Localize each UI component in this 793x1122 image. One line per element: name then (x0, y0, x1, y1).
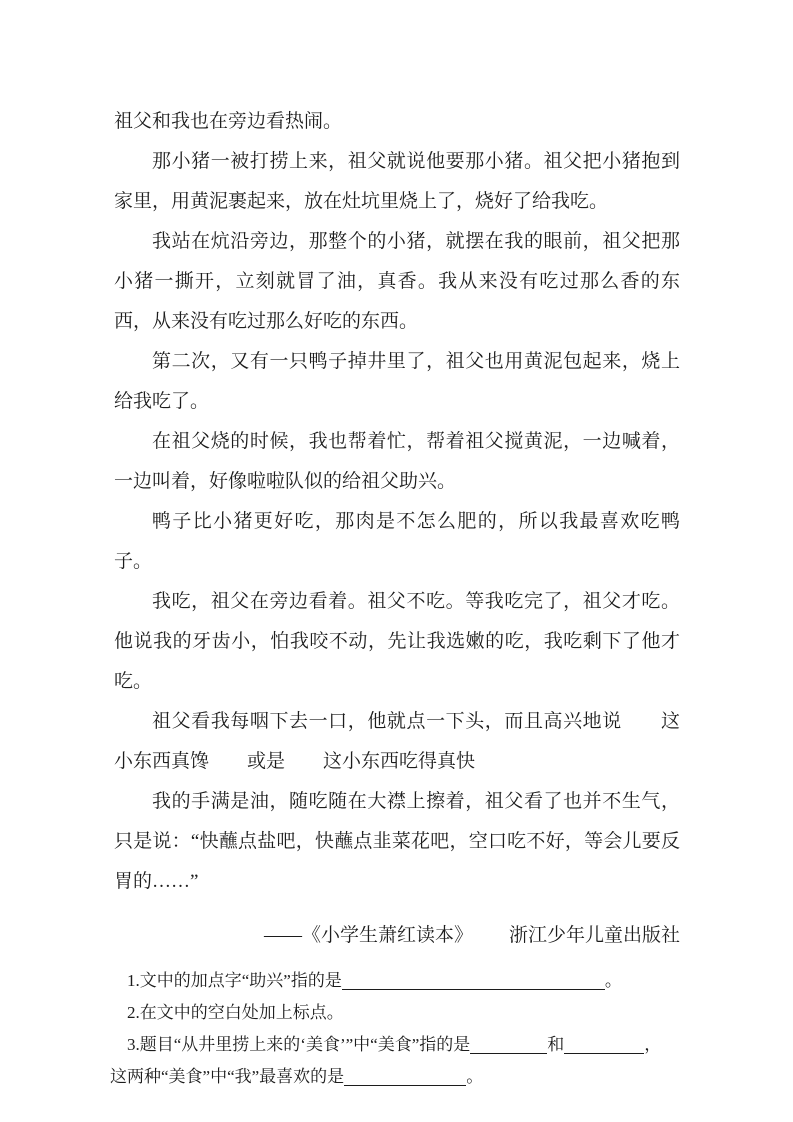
question-1-period: 。 (604, 971, 622, 990)
passage-paragraph-9: 我的手满是油，随吃随在大襟上擦着，祖父看了也并不生气，只是说：“快蘸点盐吧，快蘸点韭菜花吧，空口吃不好，等会儿要反胃的……” (114, 791, 680, 892)
question-2-text: 2.在文中的空白处加上标点。 (127, 1003, 344, 1022)
attribution-dash: —— (263, 925, 302, 946)
passage-paragraph-8: 祖父看我每咽下去一口，他就点一下头，而且高兴地说 这小东西真馋 或是 这小东西吃得真快 (114, 711, 680, 772)
attribution-book-title: 《小学生萧红读本》 (301, 925, 473, 946)
question-2 (110, 997, 688, 1029)
answer-blank-q1 (342, 969, 605, 990)
question-3-period: 。 (466, 1067, 484, 1086)
passage-paragraph-1: 祖父和我也在旁边看热闹。 (114, 111, 343, 132)
question-1 (110, 965, 688, 997)
question-1-text: 1.文中的加点字“助兴”指的是 (127, 971, 342, 990)
passage-paragraph-6: 鸭子比小猪更好吃，那肉是不怎么肥的，所以我最喜欢吃鸭子。 (114, 511, 680, 572)
question-3-line-1 (110, 1029, 688, 1061)
question-3-line-2 (110, 1061, 688, 1093)
passage-paragraph-7: 我吃，祖父在旁边看着。祖父不吃。等我吃完了，祖父才吃。他说我的牙齿小，怕我咬不动，先让我选嫩的吃，我吃剩下了他才吃。 (114, 591, 680, 692)
question-3-continuation-text: 这两种“美食”中“我”最喜欢的是 (110, 1067, 345, 1086)
answer-blank-q3-favorite (344, 1065, 466, 1086)
questions-section (110, 965, 688, 1093)
question-3-conjunction: 和 (547, 1035, 565, 1054)
passage-paragraph-3: 我站在炕沿旁边，那整个的小猪，就摆在我的眼前，祖父把那小猪一撕开，立刻就冒了油，真香。我从来没有吃过那么香的东西，从来没有吃过那么好吃的东西。 (114, 231, 680, 332)
source-attribution (114, 916, 680, 956)
answer-blank-q3-first (470, 1033, 547, 1054)
attribution-publisher: 浙江少年儿童出版社 (508, 925, 680, 946)
question-3-comma: ， (644, 1035, 662, 1054)
passage-paragraph-5: 在祖父烧的时候，我也帮着忙，帮着祖父搅黄泥，一边喊着，一边叫着，好像啦啦队似的给祖父助兴。 (114, 431, 680, 492)
passage-paragraph-2: 那小猪一被打捞上来，祖父就说他要那小猪。祖父把小猪抱到家里，用黄泥裹起来，放在灶坑里烧上了，烧好了给我吃。 (114, 151, 680, 212)
reading-passage (114, 102, 680, 902)
answer-blank-q3-second (564, 1033, 644, 1054)
question-3-text: 3.题目“从井里捞上来的‘美食’”中“美食”指的是 (127, 1035, 471, 1054)
passage-paragraph-4: 第二次，又有一只鸭子掉井里了，祖父也用黄泥包起来，烧上给我吃了。 (114, 351, 680, 412)
page-content (110, 102, 680, 1093)
